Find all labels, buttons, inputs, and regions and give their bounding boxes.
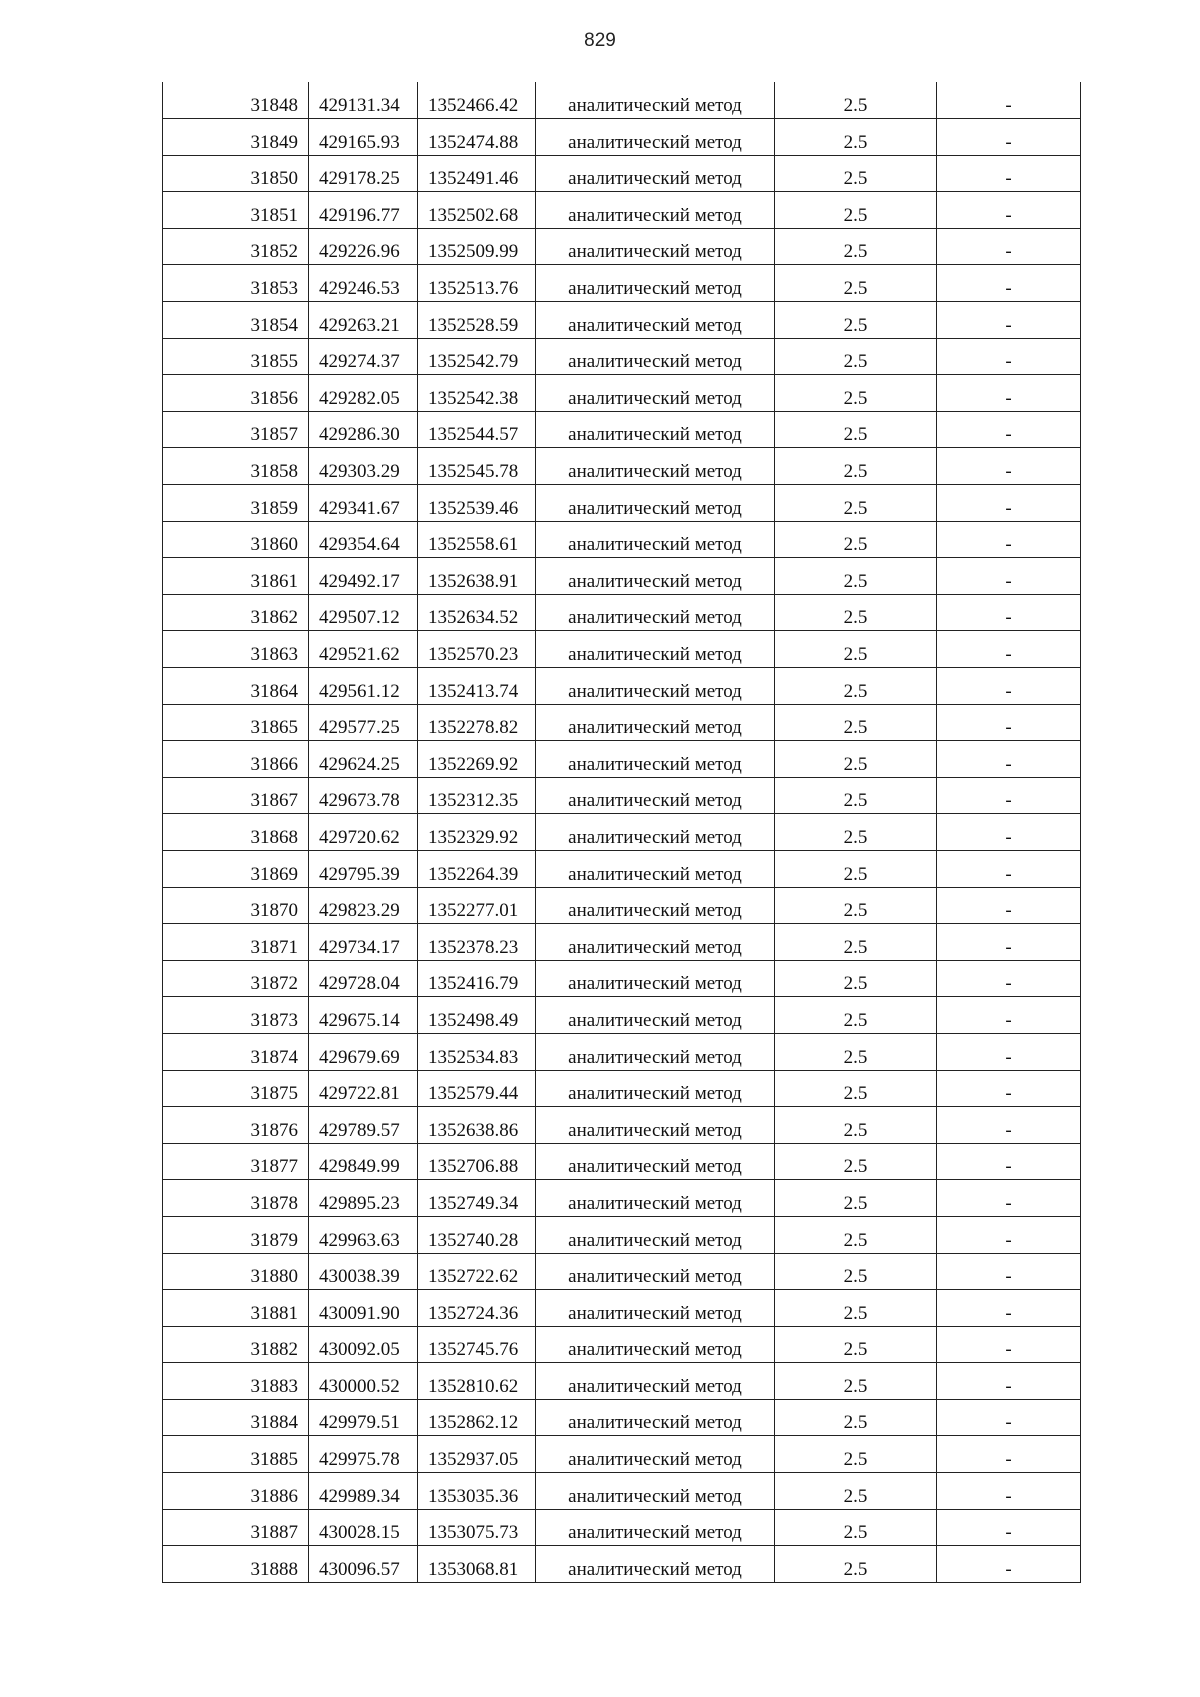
- accuracy-cell: 2.5: [775, 1143, 937, 1180]
- method-cell: аналитический метод: [536, 887, 775, 924]
- table-row: [163, 119, 1081, 156]
- x-coordinate-cell: 429263.21: [309, 302, 418, 339]
- y-coordinate-cell: 1352513.76: [418, 265, 536, 302]
- point-number-cell: 31851: [163, 192, 309, 229]
- method-cell: аналитический метод: [536, 814, 775, 851]
- point-number-cell: 31864: [163, 668, 309, 705]
- note-cell: -: [937, 850, 1081, 887]
- accuracy-cell: 2.5: [775, 960, 937, 997]
- y-coordinate-cell: 1352749.34: [418, 1180, 536, 1217]
- x-coordinate-cell: 429675.14: [309, 997, 418, 1034]
- x-coordinate-cell: 429895.23: [309, 1180, 418, 1217]
- method-cell: аналитический метод: [536, 1363, 775, 1400]
- table-row: [163, 1546, 1081, 1583]
- y-coordinate-cell: 1352498.49: [418, 997, 536, 1034]
- y-coordinate-cell: 1352542.79: [418, 338, 536, 375]
- x-coordinate-cell: 430092.05: [309, 1326, 418, 1363]
- point-number-cell: 31861: [163, 558, 309, 595]
- table-row: [163, 1033, 1081, 1070]
- note-cell: -: [937, 155, 1081, 192]
- table-row: [163, 302, 1081, 339]
- note-cell: -: [937, 1253, 1081, 1290]
- accuracy-cell: 2.5: [775, 338, 937, 375]
- y-coordinate-cell: 1352545.78: [418, 448, 536, 485]
- x-coordinate-cell: 429720.62: [309, 814, 418, 851]
- point-number-cell: 31869: [163, 850, 309, 887]
- y-coordinate-cell: 1352264.39: [418, 850, 536, 887]
- note-cell: -: [937, 228, 1081, 265]
- accuracy-cell: 2.5: [775, 1546, 937, 1583]
- y-coordinate-cell: 1352579.44: [418, 1070, 536, 1107]
- accuracy-cell: 2.5: [775, 411, 937, 448]
- table-row: [163, 448, 1081, 485]
- x-coordinate-cell: 429341.67: [309, 485, 418, 522]
- point-number-cell: 31862: [163, 594, 309, 631]
- note-cell: -: [937, 1180, 1081, 1217]
- table-row: [163, 924, 1081, 961]
- note-cell: -: [937, 375, 1081, 412]
- accuracy-cell: 2.5: [775, 814, 937, 851]
- point-number-cell: 31865: [163, 704, 309, 741]
- y-coordinate-cell: 1352542.38: [418, 375, 536, 412]
- method-cell: аналитический метод: [536, 302, 775, 339]
- note-cell: -: [937, 960, 1081, 997]
- note-cell: -: [937, 668, 1081, 705]
- x-coordinate-cell: 429286.30: [309, 411, 418, 448]
- accuracy-cell: 2.5: [775, 704, 937, 741]
- method-cell: аналитический метод: [536, 1070, 775, 1107]
- point-number-cell: 31848: [163, 82, 309, 119]
- x-coordinate-cell: 429989.34: [309, 1473, 418, 1510]
- accuracy-cell: 2.5: [775, 887, 937, 924]
- y-coordinate-cell: 1352937.05: [418, 1436, 536, 1473]
- point-number-cell: 31854: [163, 302, 309, 339]
- y-coordinate-cell: 1352277.01: [418, 887, 536, 924]
- table-row: [163, 485, 1081, 522]
- table-row: [163, 668, 1081, 705]
- y-coordinate-cell: 1352740.28: [418, 1216, 536, 1253]
- note-cell: -: [937, 192, 1081, 229]
- table-row: [163, 960, 1081, 997]
- accuracy-cell: 2.5: [775, 1290, 937, 1327]
- method-cell: аналитический метод: [536, 924, 775, 961]
- point-number-cell: 31863: [163, 631, 309, 668]
- table-row: [163, 631, 1081, 668]
- method-cell: аналитический метод: [536, 1253, 775, 1290]
- table-row: [163, 777, 1081, 814]
- x-coordinate-cell: 429789.57: [309, 1107, 418, 1144]
- accuracy-cell: 2.5: [775, 375, 937, 412]
- page-number: 829: [584, 30, 616, 51]
- x-coordinate-cell: 429728.04: [309, 960, 418, 997]
- x-coordinate-cell: 429561.12: [309, 668, 418, 705]
- note-cell: -: [937, 448, 1081, 485]
- accuracy-cell: 2.5: [775, 1253, 937, 1290]
- method-cell: аналитический метод: [536, 338, 775, 375]
- method-cell: аналитический метод: [536, 1473, 775, 1510]
- x-coordinate-cell: 429492.17: [309, 558, 418, 595]
- point-number-cell: 31868: [163, 814, 309, 851]
- accuracy-cell: 2.5: [775, 228, 937, 265]
- x-coordinate-cell: 429282.05: [309, 375, 418, 412]
- table-row: [163, 887, 1081, 924]
- x-coordinate-cell: 429963.63: [309, 1216, 418, 1253]
- method-cell: аналитический метод: [536, 1509, 775, 1546]
- method-cell: аналитический метод: [536, 558, 775, 595]
- y-coordinate-cell: 1352474.88: [418, 119, 536, 156]
- y-coordinate-cell: 1352416.79: [418, 960, 536, 997]
- y-coordinate-cell: 1352528.59: [418, 302, 536, 339]
- accuracy-cell: 2.5: [775, 448, 937, 485]
- table-row: [163, 1473, 1081, 1510]
- method-cell: аналитический метод: [536, 594, 775, 631]
- note-cell: -: [937, 558, 1081, 595]
- accuracy-cell: 2.5: [775, 668, 937, 705]
- accuracy-cell: 2.5: [775, 82, 937, 119]
- method-cell: аналитический метод: [536, 631, 775, 668]
- y-coordinate-cell: 1352466.42: [418, 82, 536, 119]
- accuracy-cell: 2.5: [775, 924, 937, 961]
- table-row: [163, 1216, 1081, 1253]
- y-coordinate-cell: 1352570.23: [418, 631, 536, 668]
- table-body: [163, 82, 1081, 1582]
- y-coordinate-cell: 1352722.62: [418, 1253, 536, 1290]
- accuracy-cell: 2.5: [775, 1033, 937, 1070]
- method-cell: аналитический метод: [536, 1180, 775, 1217]
- note-cell: -: [937, 411, 1081, 448]
- accuracy-cell: 2.5: [775, 119, 937, 156]
- note-cell: -: [937, 338, 1081, 375]
- method-cell: аналитический метод: [536, 668, 775, 705]
- y-coordinate-cell: 1352378.23: [418, 924, 536, 961]
- y-coordinate-cell: 1352329.92: [418, 814, 536, 851]
- y-coordinate-cell: 1352509.99: [418, 228, 536, 265]
- table-row: [163, 82, 1081, 119]
- note-cell: -: [937, 1033, 1081, 1070]
- note-cell: -: [937, 265, 1081, 302]
- table-row: [163, 411, 1081, 448]
- x-coordinate-cell: 429823.29: [309, 887, 418, 924]
- table-row: [163, 265, 1081, 302]
- note-cell: -: [937, 521, 1081, 558]
- y-coordinate-cell: 1352558.61: [418, 521, 536, 558]
- point-number-cell: 31877: [163, 1143, 309, 1180]
- accuracy-cell: 2.5: [775, 1326, 937, 1363]
- method-cell: аналитический метод: [536, 485, 775, 522]
- note-cell: -: [937, 119, 1081, 156]
- table-row: [163, 1326, 1081, 1363]
- note-cell: -: [937, 1290, 1081, 1327]
- method-cell: аналитический метод: [536, 192, 775, 229]
- note-cell: -: [937, 1216, 1081, 1253]
- point-number-cell: 31855: [163, 338, 309, 375]
- method-cell: аналитический метод: [536, 850, 775, 887]
- note-cell: -: [937, 1509, 1081, 1546]
- y-coordinate-cell: 1352278.82: [418, 704, 536, 741]
- method-cell: аналитический метод: [536, 1436, 775, 1473]
- point-number-cell: 31871: [163, 924, 309, 961]
- x-coordinate-cell: 429303.29: [309, 448, 418, 485]
- method-cell: аналитический метод: [536, 521, 775, 558]
- point-number-cell: 31886: [163, 1473, 309, 1510]
- y-coordinate-cell: 1352706.88: [418, 1143, 536, 1180]
- accuracy-cell: 2.5: [775, 1436, 937, 1473]
- y-coordinate-cell: 1352413.74: [418, 668, 536, 705]
- method-cell: аналитический метод: [536, 1326, 775, 1363]
- method-cell: аналитический метод: [536, 1107, 775, 1144]
- point-number-cell: 31859: [163, 485, 309, 522]
- y-coordinate-cell: 1353068.81: [418, 1546, 536, 1583]
- x-coordinate-cell: 429131.34: [309, 82, 418, 119]
- point-number-cell: 31858: [163, 448, 309, 485]
- point-number-cell: 31870: [163, 887, 309, 924]
- x-coordinate-cell: 429246.53: [309, 265, 418, 302]
- point-number-cell: 31857: [163, 411, 309, 448]
- table-row: [163, 1253, 1081, 1290]
- note-cell: -: [937, 1363, 1081, 1400]
- accuracy-cell: 2.5: [775, 192, 937, 229]
- x-coordinate-cell: 429673.78: [309, 777, 418, 814]
- accuracy-cell: 2.5: [775, 777, 937, 814]
- note-cell: -: [937, 594, 1081, 631]
- accuracy-cell: 2.5: [775, 1509, 937, 1546]
- method-cell: аналитический метод: [536, 704, 775, 741]
- x-coordinate-cell: 429165.93: [309, 119, 418, 156]
- method-cell: аналитический метод: [536, 119, 775, 156]
- point-number-cell: 31876: [163, 1107, 309, 1144]
- accuracy-cell: 2.5: [775, 485, 937, 522]
- x-coordinate-cell: 429274.37: [309, 338, 418, 375]
- x-coordinate-cell: 429795.39: [309, 850, 418, 887]
- table-row: [163, 1180, 1081, 1217]
- method-cell: аналитический метод: [536, 777, 775, 814]
- point-number-cell: 31884: [163, 1399, 309, 1436]
- note-cell: -: [937, 1143, 1081, 1180]
- y-coordinate-cell: 1352745.76: [418, 1326, 536, 1363]
- method-cell: аналитический метод: [536, 411, 775, 448]
- point-number-cell: 31853: [163, 265, 309, 302]
- method-cell: аналитический метод: [536, 1033, 775, 1070]
- x-coordinate-cell: 429679.69: [309, 1033, 418, 1070]
- table-row: [163, 1436, 1081, 1473]
- accuracy-cell: 2.5: [775, 265, 937, 302]
- table-row: [163, 997, 1081, 1034]
- note-cell: -: [937, 1326, 1081, 1363]
- y-coordinate-cell: 1352638.86: [418, 1107, 536, 1144]
- y-coordinate-cell: 1352312.35: [418, 777, 536, 814]
- method-cell: аналитический метод: [536, 82, 775, 119]
- accuracy-cell: 2.5: [775, 1399, 937, 1436]
- y-coordinate-cell: 1352544.57: [418, 411, 536, 448]
- note-cell: -: [937, 741, 1081, 778]
- note-cell: -: [937, 302, 1081, 339]
- note-cell: -: [937, 1436, 1081, 1473]
- x-coordinate-cell: 430096.57: [309, 1546, 418, 1583]
- method-cell: аналитический метод: [536, 375, 775, 412]
- y-coordinate-cell: 1352724.36: [418, 1290, 536, 1327]
- point-number-cell: 31856: [163, 375, 309, 412]
- x-coordinate-cell: 430028.15: [309, 1509, 418, 1546]
- point-number-cell: 31875: [163, 1070, 309, 1107]
- x-coordinate-cell: 429196.77: [309, 192, 418, 229]
- table-row: [163, 1070, 1081, 1107]
- y-coordinate-cell: 1352862.12: [418, 1399, 536, 1436]
- y-coordinate-cell: 1352810.62: [418, 1363, 536, 1400]
- point-number-cell: 31879: [163, 1216, 309, 1253]
- y-coordinate-cell: 1352634.52: [418, 594, 536, 631]
- x-coordinate-cell: 430091.90: [309, 1290, 418, 1327]
- accuracy-cell: 2.5: [775, 850, 937, 887]
- accuracy-cell: 2.5: [775, 1107, 937, 1144]
- accuracy-cell: 2.5: [775, 1180, 937, 1217]
- note-cell: -: [937, 1546, 1081, 1583]
- table-row: [163, 1290, 1081, 1327]
- x-coordinate-cell: 429507.12: [309, 594, 418, 631]
- table-row: [163, 850, 1081, 887]
- point-number-cell: 31883: [163, 1363, 309, 1400]
- table-row: [163, 155, 1081, 192]
- accuracy-cell: 2.5: [775, 631, 937, 668]
- table-row: [163, 594, 1081, 631]
- y-coordinate-cell: 1352539.46: [418, 485, 536, 522]
- x-coordinate-cell: 430038.39: [309, 1253, 418, 1290]
- point-number-cell: 31852: [163, 228, 309, 265]
- x-coordinate-cell: 429975.78: [309, 1436, 418, 1473]
- y-coordinate-cell: 1352534.83: [418, 1033, 536, 1070]
- accuracy-cell: 2.5: [775, 1070, 937, 1107]
- method-cell: аналитический метод: [536, 960, 775, 997]
- table-row: [163, 1107, 1081, 1144]
- note-cell: -: [937, 82, 1081, 119]
- method-cell: аналитический метод: [536, 448, 775, 485]
- accuracy-cell: 2.5: [775, 594, 937, 631]
- table-row: [163, 521, 1081, 558]
- note-cell: -: [937, 1107, 1081, 1144]
- accuracy-cell: 2.5: [775, 558, 937, 595]
- note-cell: -: [937, 997, 1081, 1034]
- point-number-cell: 31882: [163, 1326, 309, 1363]
- note-cell: -: [937, 1070, 1081, 1107]
- table-row: [163, 228, 1081, 265]
- x-coordinate-cell: 429734.17: [309, 924, 418, 961]
- x-coordinate-cell: 429722.81: [309, 1070, 418, 1107]
- table-row: [163, 1143, 1081, 1180]
- accuracy-cell: 2.5: [775, 741, 937, 778]
- method-cell: аналитический метод: [536, 741, 775, 778]
- method-cell: аналитический метод: [536, 1546, 775, 1583]
- x-coordinate-cell: 429354.64: [309, 521, 418, 558]
- note-cell: -: [937, 1473, 1081, 1510]
- point-number-cell: 31880: [163, 1253, 309, 1290]
- method-cell: аналитический метод: [536, 265, 775, 302]
- x-coordinate-cell: 429521.62: [309, 631, 418, 668]
- x-coordinate-cell: 429178.25: [309, 155, 418, 192]
- note-cell: -: [937, 631, 1081, 668]
- note-cell: -: [937, 1399, 1081, 1436]
- method-cell: аналитический метод: [536, 1290, 775, 1327]
- point-number-cell: 31850: [163, 155, 309, 192]
- accuracy-cell: 2.5: [775, 155, 937, 192]
- method-cell: аналитический метод: [536, 228, 775, 265]
- y-coordinate-cell: 1353035.36: [418, 1473, 536, 1510]
- point-number-cell: 31881: [163, 1290, 309, 1327]
- point-number-cell: 31873: [163, 997, 309, 1034]
- table-row: [163, 192, 1081, 229]
- x-coordinate-cell: 430000.52: [309, 1363, 418, 1400]
- table-row: [163, 814, 1081, 851]
- y-coordinate-cell: 1352502.68: [418, 192, 536, 229]
- method-cell: аналитический метод: [536, 1399, 775, 1436]
- point-number-cell: 31878: [163, 1180, 309, 1217]
- y-coordinate-cell: 1352638.91: [418, 558, 536, 595]
- y-coordinate-cell: 1353075.73: [418, 1509, 536, 1546]
- table-row: [163, 1363, 1081, 1400]
- note-cell: -: [937, 777, 1081, 814]
- accuracy-cell: 2.5: [775, 521, 937, 558]
- table-row: [163, 558, 1081, 595]
- method-cell: аналитический метод: [536, 155, 775, 192]
- point-number-cell: 31885: [163, 1436, 309, 1473]
- x-coordinate-cell: 429979.51: [309, 1399, 418, 1436]
- note-cell: -: [937, 814, 1081, 851]
- accuracy-cell: 2.5: [775, 302, 937, 339]
- table-row: [163, 704, 1081, 741]
- note-cell: -: [937, 485, 1081, 522]
- table-row: [163, 741, 1081, 778]
- point-number-cell: 31887: [163, 1509, 309, 1546]
- point-number-cell: 31874: [163, 1033, 309, 1070]
- method-cell: аналитический метод: [536, 1216, 775, 1253]
- table-row: [163, 1509, 1081, 1546]
- point-number-cell: 31860: [163, 521, 309, 558]
- accuracy-cell: 2.5: [775, 1473, 937, 1510]
- x-coordinate-cell: 429226.96: [309, 228, 418, 265]
- method-cell: аналитический метод: [536, 997, 775, 1034]
- point-number-cell: 31867: [163, 777, 309, 814]
- accuracy-cell: 2.5: [775, 1363, 937, 1400]
- note-cell: -: [937, 924, 1081, 961]
- table-row: [163, 375, 1081, 412]
- x-coordinate-cell: 429849.99: [309, 1143, 418, 1180]
- method-cell: аналитический метод: [536, 1143, 775, 1180]
- note-cell: -: [937, 887, 1081, 924]
- x-coordinate-cell: 429577.25: [309, 704, 418, 741]
- y-coordinate-cell: 1352491.46: [418, 155, 536, 192]
- x-coordinate-cell: 429624.25: [309, 741, 418, 778]
- point-number-cell: 31872: [163, 960, 309, 997]
- table-row: [163, 338, 1081, 375]
- point-number-cell: 31849: [163, 119, 309, 156]
- y-coordinate-cell: 1352269.92: [418, 741, 536, 778]
- table-row: [163, 1399, 1081, 1436]
- point-number-cell: 31866: [163, 741, 309, 778]
- accuracy-cell: 2.5: [775, 1216, 937, 1253]
- coordinates-table: [162, 82, 1081, 1583]
- point-number-cell: 31888: [163, 1546, 309, 1583]
- accuracy-cell: 2.5: [775, 997, 937, 1034]
- note-cell: -: [937, 704, 1081, 741]
